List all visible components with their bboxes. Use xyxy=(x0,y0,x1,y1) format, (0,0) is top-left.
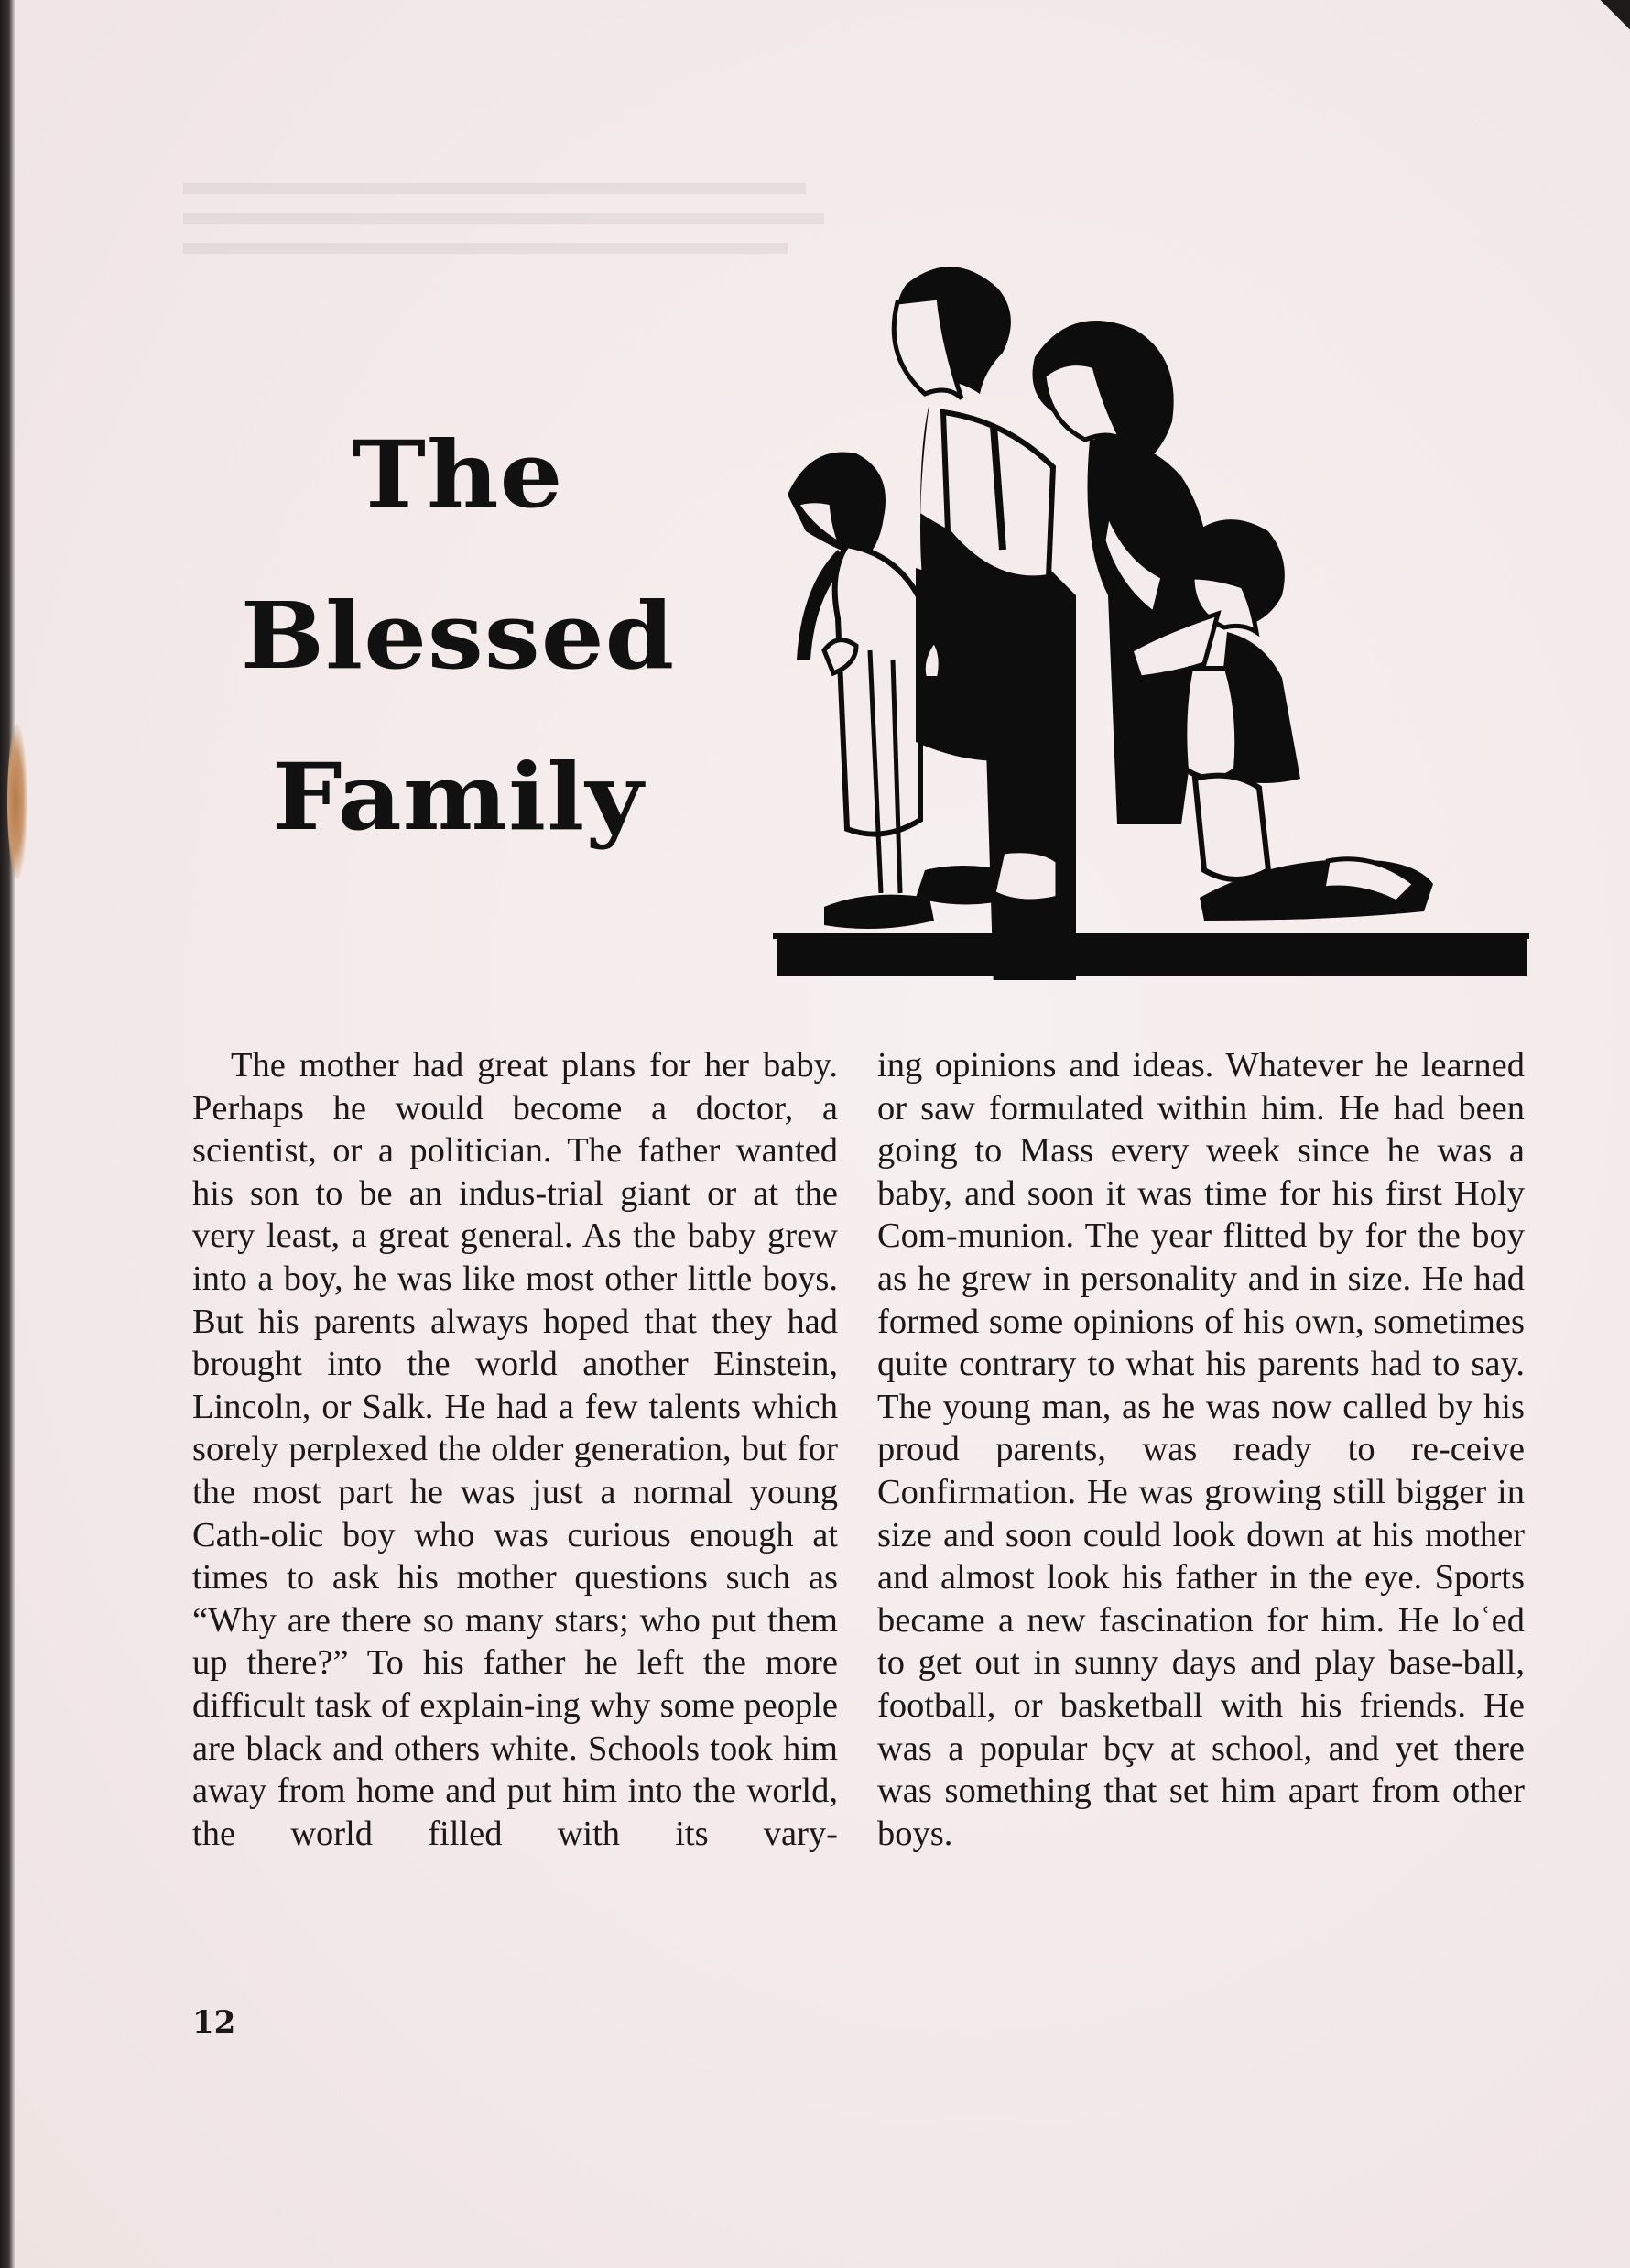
text-column-left: The mother had great plans for her baby. Perhaps he would become a doctor, a scientist, or a politician. The father wanted his son to be an indus-trial giant or at the very least, a great general. As the baby grew into a boy, he was like most other little boys. But his parents always hoped that they had brought into the world another Einstein, Lincoln, or Salk. He had a few talents which sorely perplexed the older generation, but for the most part he was just a normal young Cath-olic boy who was curious enough at times to ask his mother questions such as “Why are there so many stars; who put them up there?” To his father he left the more difficult task of explain-ing why some people are black and others white. Schools took him away from home and put him into the world, the world filled with its vary- xyxy=(192,1046,838,1853)
title-line-1: The xyxy=(352,420,564,529)
paper-stain xyxy=(7,724,27,879)
praying-family-illustration xyxy=(769,266,1529,980)
text-column-right: ing opinions and ideas. Whatever he learned or saw formulated within him. He had been going to Mass every week since he was a baby, and soon it was time for his first Holy Com-munion. The year flitted by for the boy as he grew in personality and in size. He had formed some opinions of his own, sometimes quite contrary to what his parents had to say. The young man, as he was now called by his proud parents, was ready to re-ceive Confirmation. He was growing still bigger in size and soon could look down at his mother and almost look his father in the eye. Sports became a new fascination for him. He loʿed to get out in sunny days and play base-ball, football, or basketball with his friends. He was a popular bçv at school, and yet there was something that set him apart from other boys. xyxy=(877,1046,1525,1853)
page-corner xyxy=(1593,0,1630,37)
page-number: 12 xyxy=(192,2004,236,2041)
show-through-texture xyxy=(183,179,842,261)
illustration-ground xyxy=(773,933,1529,976)
article-title xyxy=(211,394,705,878)
title-line-2: Blessed xyxy=(240,582,676,690)
binding-edge xyxy=(0,0,15,2268)
title-line-3: Family xyxy=(271,743,645,851)
